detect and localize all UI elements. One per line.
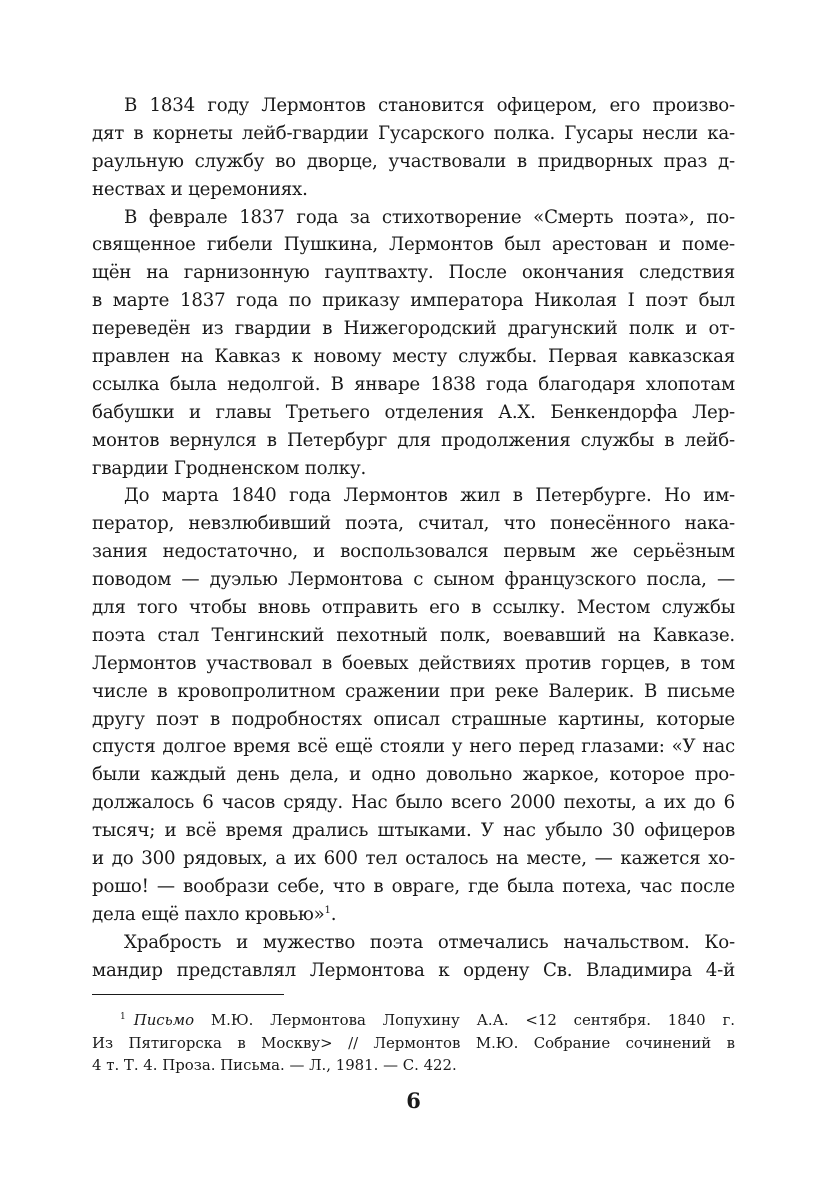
text-line: другу поэт в подробностях описал страшные картины, которые — [92, 708, 735, 730]
text-line: тысяч; и всё время дрались штыками. У нас убыло 30 офицеров — [92, 820, 735, 842]
footnote-text: М.Ю. Лермонтова Лопухину А.А. <12 сентября. 1840 г. — [194, 1011, 735, 1029]
text-line: ссылка была недолгой. В январе 1838 года благодаря хлопотам — [92, 373, 735, 395]
footnote — [92, 1009, 735, 1077]
text-line: были каждый день дела, и одно довольно жаркое, которое про- — [92, 764, 735, 786]
text-line: щён на гарнизонную гауптвахту. После окончания следствия — [92, 262, 735, 284]
text-line: числе в кровопролитном сражении при реке Валерик. В письме — [92, 680, 735, 702]
footnote-line — [92, 1009, 735, 1032]
text-line: правлен на Кавказ к новому месту службы. Первая кавказская — [92, 346, 735, 368]
text-line: В феврале 1837 года за стихотворение «Смерть поэта», по- — [124, 206, 735, 228]
text-line: в марте 1837 года по приказу императора Николая I поэт был — [92, 290, 735, 312]
footnote-line: 4 т. Т. 4. Проза. Письма. — Л., 1981. — С. 422. — [92, 1056, 457, 1075]
text-line: и до 300 рядовых, а их 600 тел осталось на месте, — кажется хо- — [92, 848, 735, 870]
text-line: бабушки и главы Третьего отделения А.Х. Бенкендорфа Лер- — [92, 401, 735, 423]
text-line-end: . — [330, 903, 337, 925]
text-line: дят в корнеты лейб-гвардии Гусарского полка. Гусары несли ка- — [92, 122, 735, 144]
text-line: переведён из гвардии в Нижегородский драгунский полк и от- — [92, 318, 735, 340]
footnote-reference[interactable]: 1 — [324, 904, 331, 916]
text-line: В 1834 году Лермонтов становится офицером, его произво- — [124, 95, 735, 116]
text-line: поводом — дуэлью Лермонтова с сыном французского посла, — — [92, 569, 735, 591]
text-line: Лермонтов участвовал в боевых действиях против горцев, в том — [92, 652, 735, 674]
footnote-marker: 1 — [120, 1012, 126, 1023]
main-text — [92, 92, 735, 985]
text-line: зания недостаточно, и воспользовался первым же серьёзным — [92, 541, 735, 563]
footnote-italic-word: Письмо — [133, 1011, 195, 1029]
text-line: спустя долгое время всё ещё стояли у него перед глазами: «У нас — [92, 736, 735, 758]
text-line: Храбрость и мужество поэта отмечались начальством. Ко- — [124, 931, 735, 953]
text-line: мандир представлял Лермонтова к ордену Св. Владимира 4-й — [92, 959, 735, 981]
footnote-divider — [92, 994, 284, 995]
text-line: раульную службу во дворце, участвовали в придворных праз д- — [92, 150, 735, 172]
text-line: гвардии Гродненском полку. — [92, 457, 367, 479]
book-page — [92, 0, 735, 1182]
page-number: 6 — [406, 1088, 421, 1113]
footnote-line: Из Пятигорска в Москву> // Лермонтов М.Ю. Собрание сочинений в — [92, 1033, 735, 1052]
text-line: До марта 1840 года Лермонтов жил в Петербурге. Но им- — [124, 485, 735, 507]
text-line: священное гибели Пушкина, Лермонтов был арестован и поме- — [92, 234, 735, 256]
text-line: нествах и церемониях. — [92, 178, 308, 200]
text-line: поэта стал Тенгинский пехотный полк, воевавший на Кавказе. — [92, 624, 735, 646]
text-line: ператор, невзлюбивший поэта, считал, что понесённого нака- — [92, 513, 735, 535]
text-line-content: дела ещё пахло кровью» — [92, 903, 325, 925]
text-line: для того чтобы вновь отправить его в ссылку. Местом службы — [92, 597, 735, 619]
text-line — [92, 901, 735, 929]
text-line: должалось 6 часов сряду. Нас было всего 2000 пехоты, а их до 6 — [92, 792, 735, 814]
text-line: рошо! — вообрази себе, что в овраге, где была потеха, час после — [92, 875, 735, 897]
text-line: монтов вернулся в Петербург для продолжения службы в лейб- — [92, 429, 735, 451]
